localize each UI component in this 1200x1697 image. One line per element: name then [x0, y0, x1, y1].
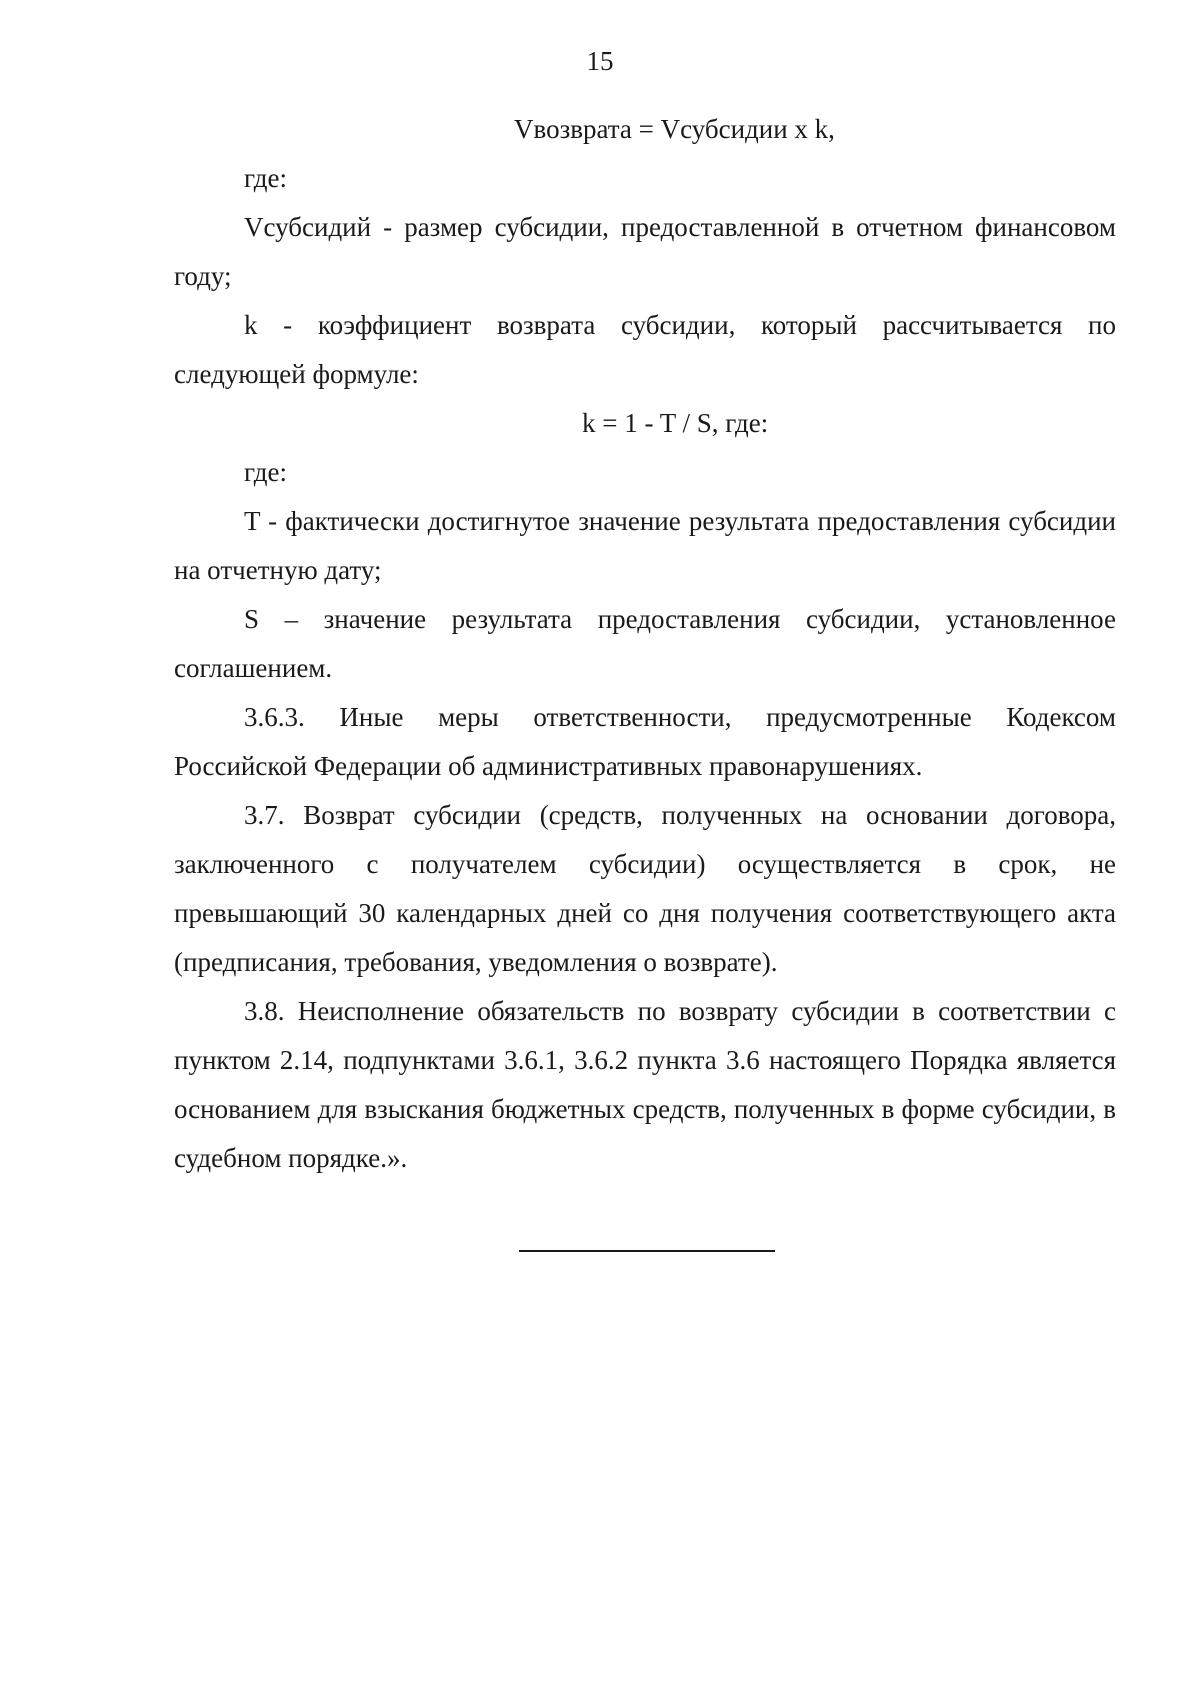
clause-3-6-3: 3.6.3. Иные меры ответственности, предусмотренные Кодексом Российской Федерации об административных правонарушениях. [174, 702, 1116, 781]
end-separator-line [519, 1250, 775, 1252]
formula-return-amount: Vвозврата = Vсубсидии x k, [514, 114, 835, 144]
clause-3-8: 3.8. Неисполнение обязательств по возврату субсидии в соответствии с пунктом 2.14, подпунктами 3.6.1, 3.6.2 пункта 3.6 настоящего Порядка является основанием для взыскания бюджетных средств, полученных в форме субсидии, в судебном порядке.». [174, 996, 1116, 1173]
where-label: где: [244, 163, 287, 193]
definition-k: k - коэффициент возврата субсидии, который рассчитывается по следующей формуле: [174, 310, 1116, 389]
definition-s: S – значение результата предоставления субсидии, установленное соглашением. [174, 604, 1116, 683]
document-body [174, 105, 1116, 1183]
formula-k: k = 1 - T / S, где: [582, 408, 769, 438]
page-number: 15 [586, 46, 614, 76]
definition-t: T - фактически достигнутое значение результата предоставления субсидии на отчетную дату; [174, 506, 1116, 585]
where-label: где: [244, 457, 287, 487]
definition-v-subsidy: Vсубсидий - размер субсидии, предоставленной в отчетном финансовом году; [174, 212, 1116, 291]
clause-3-7: 3.7. Возврат субсидии (средств, полученных на основании договора, заключенного с получателем субсидии) осуществляется в срок, не превышающий 30 календарных дней со дня получения соответствующего акта (предписания, требования, уведомления о возврате). [174, 800, 1116, 977]
